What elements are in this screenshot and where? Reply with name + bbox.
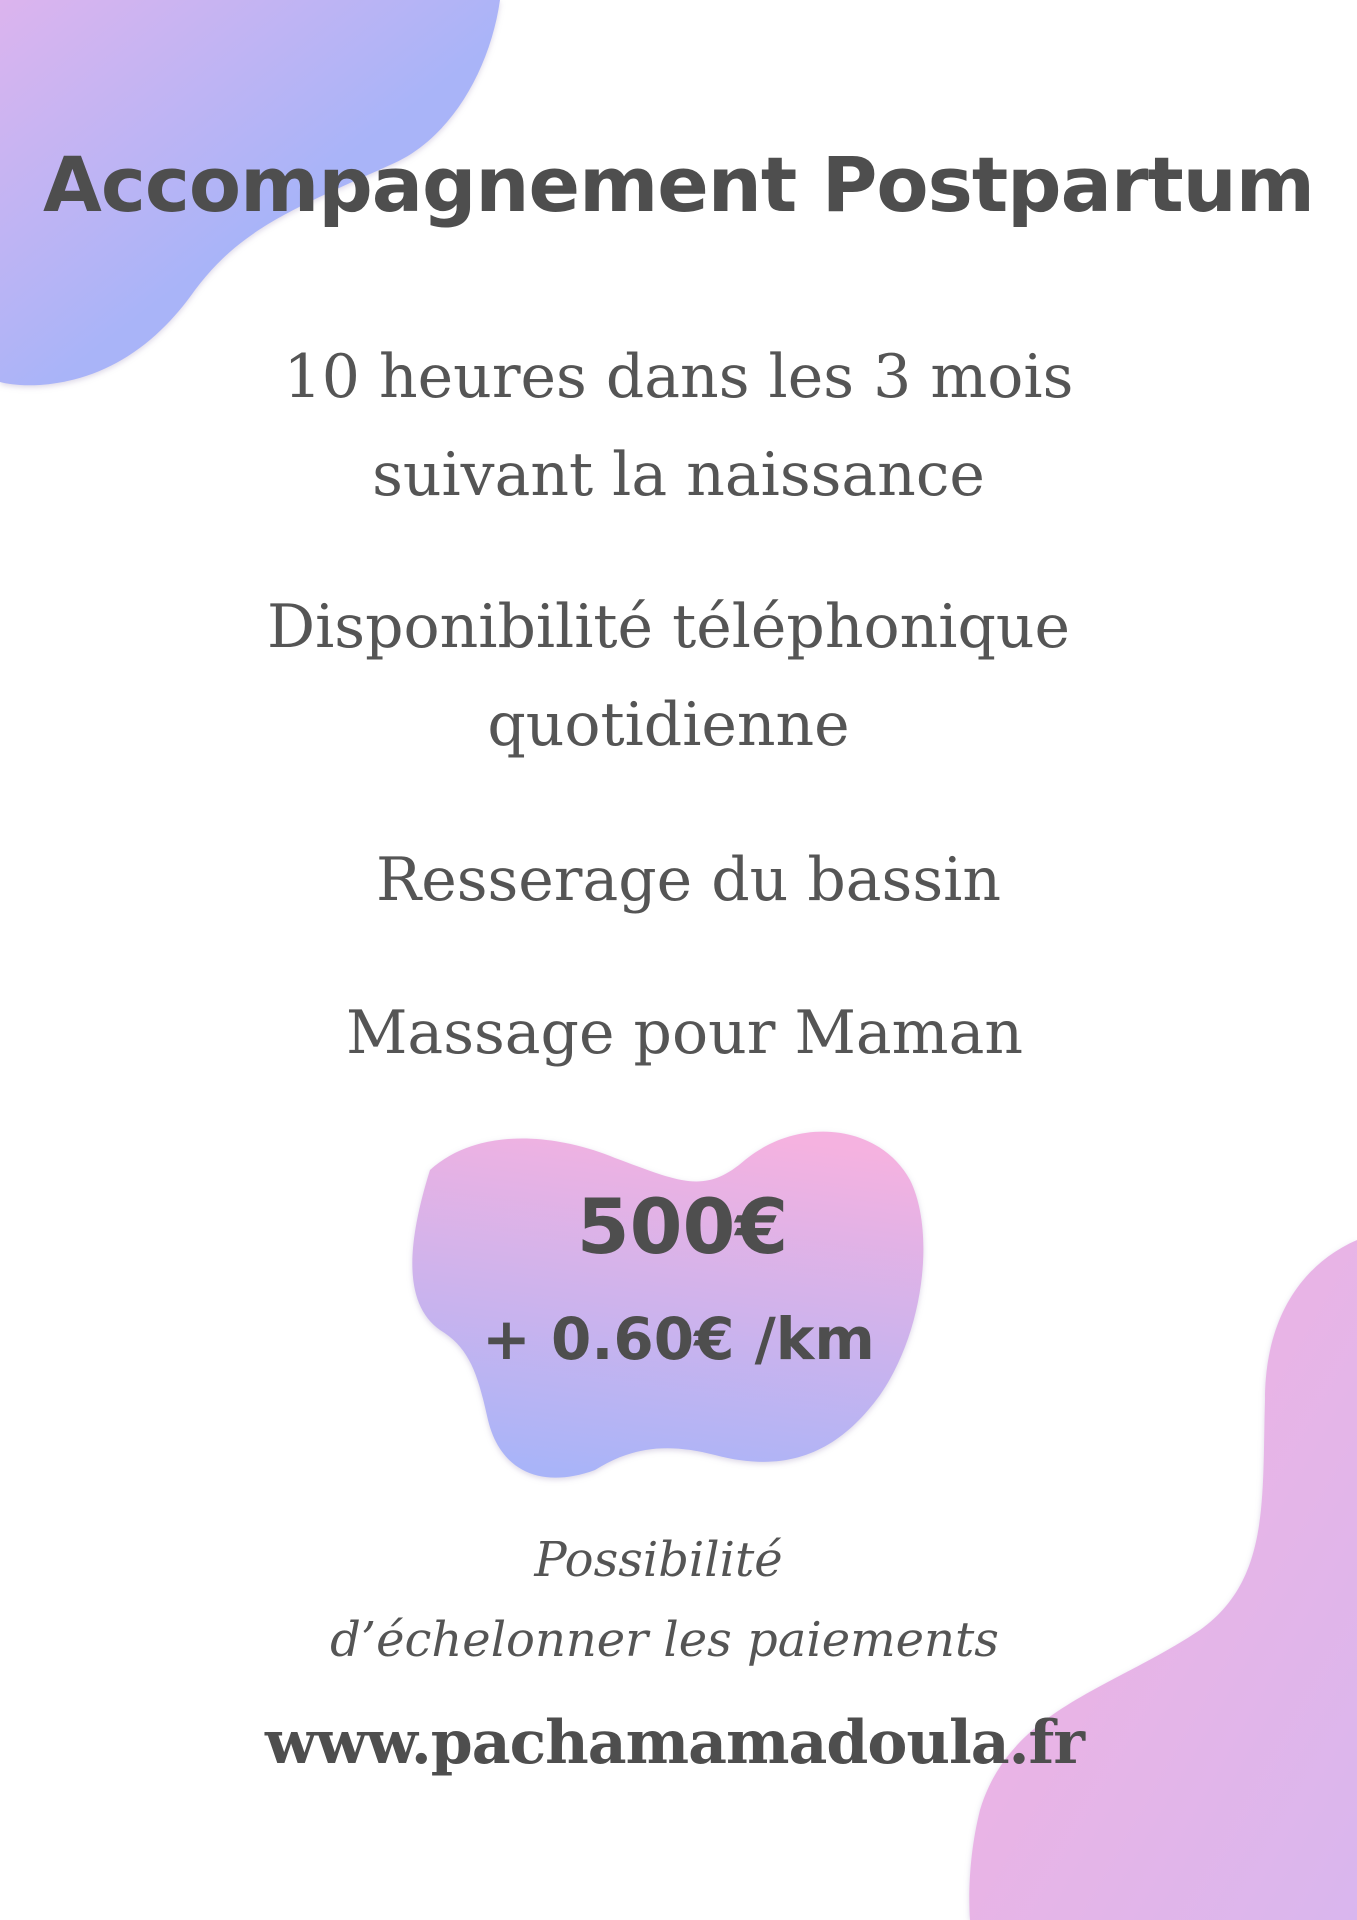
travel-fee: + 0.60€ /km <box>482 1305 875 1373</box>
price-amount: 500€ <box>576 1182 789 1271</box>
phone-line-1: Disponibilité téléphonique <box>267 592 1070 662</box>
pelvis-service: Resserage du bassin <box>376 845 1001 915</box>
website-link[interactable]: www.pachamamadoula.fr <box>265 1708 1084 1778</box>
hours-line-1: 10 heures dans les 3 mois <box>283 342 1074 412</box>
massage-service: Massage pour Maman <box>346 998 1023 1068</box>
page-title: Accompagnement Postpartum <box>43 140 1314 229</box>
payment-line-1: Possibilité <box>534 1532 783 1588</box>
hours-line-2: suivant la naissance <box>372 440 985 510</box>
payment-line-2: d’échelonner les paiements <box>330 1612 999 1668</box>
phone-line-2: quotidienne <box>487 690 850 760</box>
